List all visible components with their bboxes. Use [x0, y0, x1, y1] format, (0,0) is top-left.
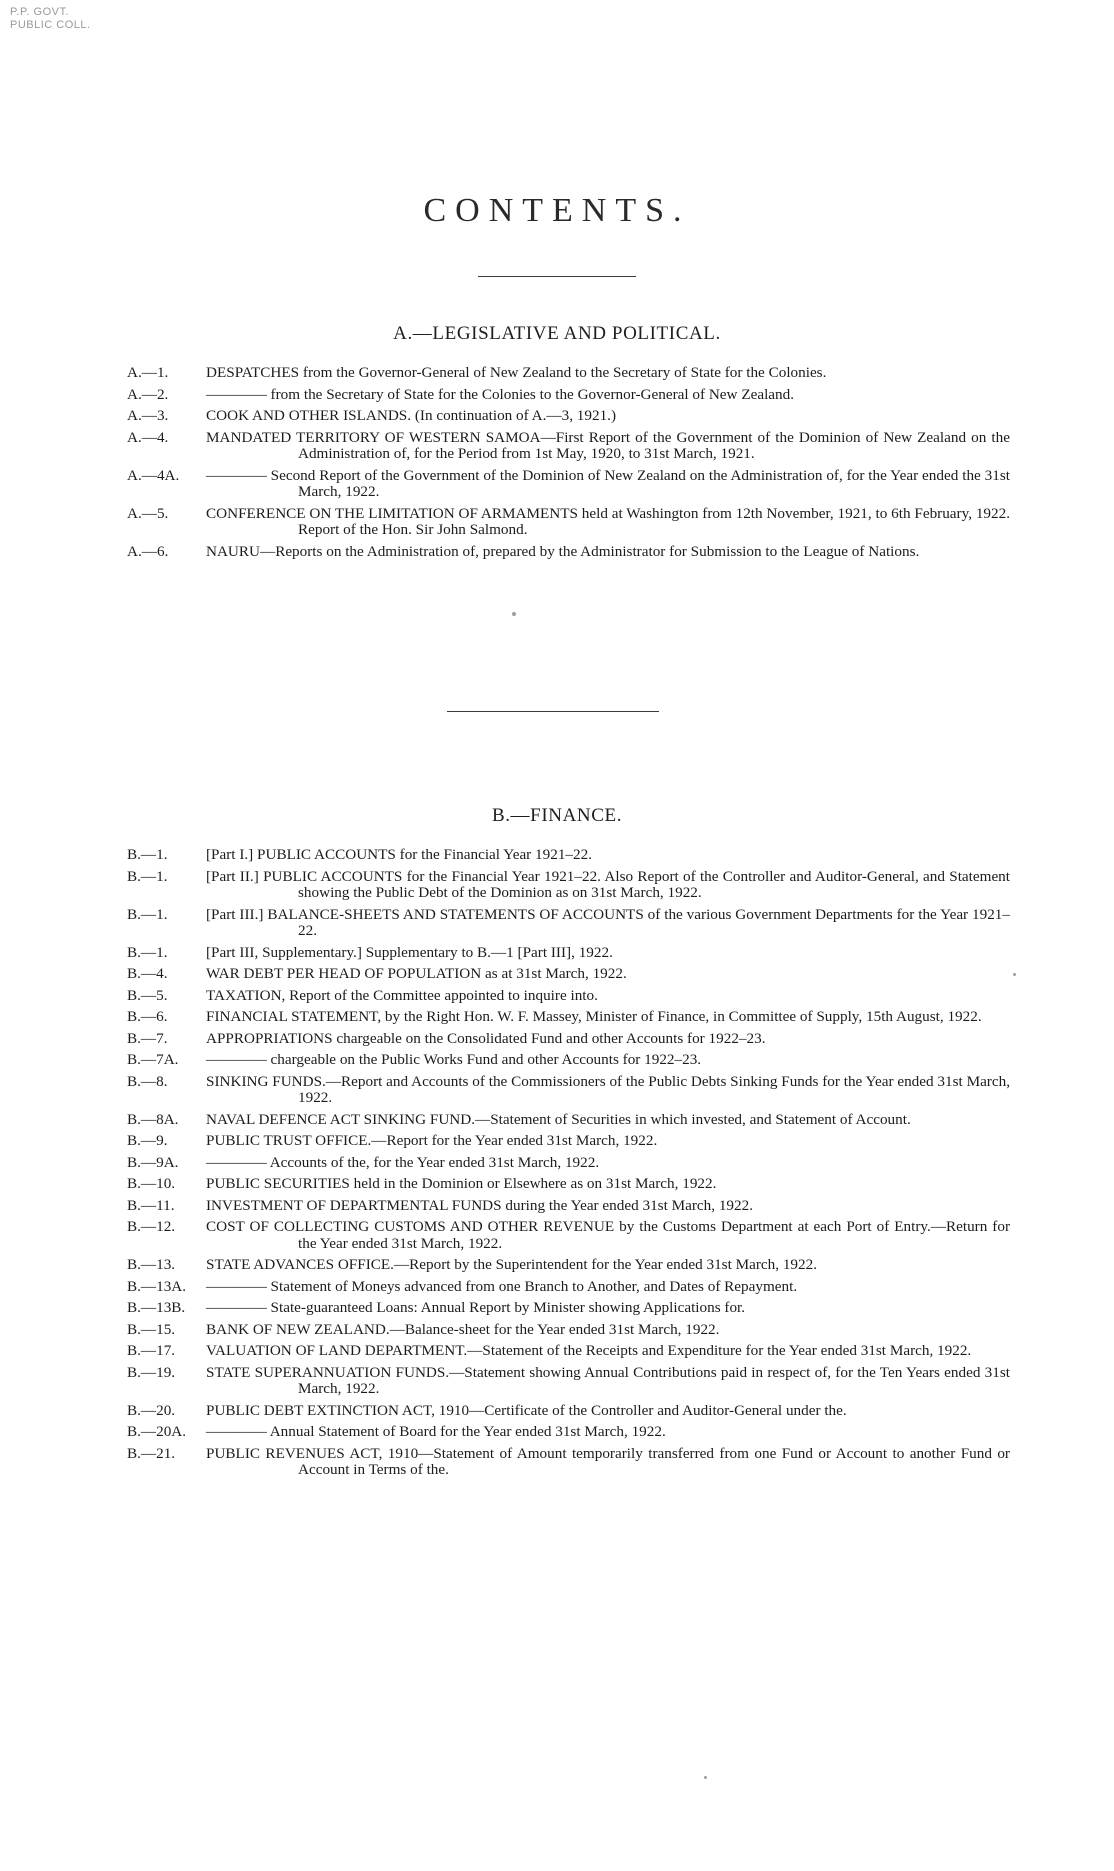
contents-entry [0, 1343, 1114, 1360]
entry-code: B.—9. [127, 1132, 168, 1149]
entry-code: B.—8. [127, 1072, 168, 1090]
entry-code: B.—1. [127, 943, 168, 961]
entry-text: STATE SUPERANNUATION FUNDS.—Statement showing Annual Contributions paid in respect of, for the Ten Years ended 31st March, 1922. [206, 1363, 1010, 1397]
entry-code: B.—7A. [127, 1051, 179, 1068]
entry-text: APPROPRIATIONS chargeable on the Consolidated Fund and other Accounts for 1922–23. [206, 1029, 766, 1047]
contents-entry [0, 1155, 1114, 1172]
entry-code: B.—13. [127, 1256, 176, 1273]
contents-entry [0, 1009, 1114, 1026]
entry-code: A.—1. [127, 364, 169, 381]
contents-entry [0, 408, 1114, 425]
print-speck [512, 612, 516, 616]
contents-entry [0, 1322, 1114, 1339]
entry-text: [Part I.] PUBLIC ACCOUNTS for the Financial Year 1921–22. [206, 846, 592, 863]
entry-code: B.—6. [127, 1008, 168, 1025]
entry-code: B.—1. [127, 846, 168, 863]
contents-entry [0, 1300, 1114, 1317]
contents-entry [0, 544, 1114, 561]
contents-entry [0, 1198, 1114, 1215]
contents-entry [0, 945, 1114, 962]
stamp-line-2: PUBLIC COLL. [10, 19, 91, 31]
contents-entry [0, 506, 1114, 539]
entry-code: A.—6. [127, 542, 169, 560]
contents-entry [0, 907, 1114, 940]
entry-text: [Part II.] PUBLIC ACCOUNTS for the Financial Year 1921–22. Also Report of the Controller and Auditor-General, and Statement showing the Public Debt of the Dominion as on 31st March, 1922. [206, 867, 1010, 901]
section-heading-a: A.—LEGISLATIVE AND POLITICAL. [393, 323, 721, 344]
section-heading-b: B.—FINANCE. [491, 805, 623, 826]
contents-entry [0, 468, 1114, 501]
entry-text: ———— Accounts of the, for the Year ended 31st March, 1922. [206, 1153, 600, 1171]
contents-entry [0, 1257, 1114, 1274]
entry-text: TAXATION, Report of the Committee appointed to inquire into. [206, 986, 598, 1004]
entry-code: B.—15. [127, 1320, 176, 1338]
contents-entry [0, 1365, 1114, 1398]
entry-text: ———— chargeable on the Public Works Fund and other Accounts for 1922–23. [206, 1051, 702, 1068]
entry-text: CONFERENCE ON THE LIMITATION OF ARMAMENTS held at Washington from 12th November, 1921, to 6th February, 1922. Report of the Hon. Sir John Salmond. [206, 504, 1010, 538]
entry-text: NAVAL DEFENCE ACT SINKING FUND.—Statement of Securities in which invested, and Statement of Account. [206, 1110, 911, 1128]
contents-entry [0, 1074, 1114, 1107]
entry-code: B.—7. [127, 1029, 168, 1047]
entry-text: PUBLIC SECURITIES held in the Dominion or Elsewhere as on 31st March, 1922. [206, 1175, 717, 1192]
contents-entry [0, 869, 1114, 902]
contents-entry [0, 365, 1114, 382]
entry-code: A.—4. [127, 428, 169, 446]
stamp-line-1: P.P. GOVT. [10, 6, 70, 18]
entry-text: VALUATION OF LAND DEPARTMENT.—Statement of the Receipts and Expenditure for the Year ended 31st March, 1922. [206, 1342, 972, 1359]
contents-entry [0, 1176, 1114, 1193]
contents-entry [0, 1052, 1114, 1069]
print-speck [1013, 973, 1016, 976]
entry-text: INVESTMENT OF DEPARTMENTAL FUNDS during the Year ended 31st March, 1922. [206, 1196, 753, 1214]
contents-entry [0, 966, 1114, 983]
entry-text: [Part III.] BALANCE-SHEETS AND STATEMENTS OF ACCOUNTS of the various Government Departments for the Year 1921–22. [206, 905, 1010, 939]
entry-code: B.—19. [127, 1363, 176, 1381]
entry-text: PUBLIC REVENUES ACT, 1910—Statement of Amount temporarily transferred from one Fund or Account to another Fund or Account in Terms of the. [206, 1444, 1010, 1478]
page-title: CONTENTS. [423, 192, 691, 229]
entry-text: NAURU—Reports on the Administration of, prepared by the Administrator for Submission to the League of Nations. [206, 542, 920, 560]
contents-entry [0, 1279, 1114, 1296]
entry-text: BANK OF NEW ZEALAND.—Balance-sheet for the Year ended 31st March, 1922. [206, 1320, 720, 1338]
section-a-entries [0, 365, 1114, 560]
entry-text: ———— State-guaranteed Loans: Annual Report by Minister showing Applications for. [206, 1299, 746, 1316]
entry-text: DESPATCHES from the Governor-General of New Zealand to the Secretary of State for the Colonies. [206, 364, 827, 381]
contents-entry [0, 1133, 1114, 1150]
contents-entry [0, 1031, 1114, 1048]
section-b-entries [0, 847, 1114, 1479]
contents-entry [0, 1403, 1114, 1420]
entry-code: B.—12. [127, 1218, 176, 1235]
entry-text: ———— Annual Statement of Board for the Year ended 31st March, 1922. [206, 1423, 666, 1440]
entry-code: B.—8A. [127, 1110, 179, 1128]
title-rule [478, 276, 636, 277]
entry-text: ———— Statement of Moneys advanced from one Branch to Another, and Dates of Repayment. [206, 1277, 798, 1295]
entry-code: A.—5. [127, 504, 169, 522]
entry-code: A.—2. [127, 385, 169, 403]
section-divider-rule [447, 711, 659, 712]
entry-code: B.—13A. [127, 1277, 187, 1295]
entry-text: PUBLIC DEBT EXTINCTION ACT, 1910—Certificate of the Controller and Auditor-General under the. [206, 1401, 847, 1419]
entry-text: ———— from the Secretary of State for the Colonies to the Governor-General of New Zealand. [206, 385, 795, 403]
entry-code: B.—11. [127, 1196, 175, 1214]
contents-entry [0, 1446, 1114, 1479]
contents-entry [0, 988, 1114, 1005]
contents-entry [0, 847, 1114, 864]
entry-code: B.—13B. [127, 1299, 186, 1316]
entry-code: A.—3. [127, 407, 169, 424]
entry-code: B.—20. [127, 1401, 176, 1419]
contents-entry [0, 1112, 1114, 1129]
contents-entry [0, 1219, 1114, 1252]
entry-code: B.—10. [127, 1175, 176, 1192]
entry-text: FINANCIAL STATEMENT, by the Right Hon. W. F. Massey, Minister of Finance, in Committee of Supply, 15th August, 1922. [206, 1008, 982, 1025]
entry-text: WAR DEBT PER HEAD OF POPULATION as at 31st March, 1922. [206, 965, 627, 982]
entry-text: [Part III, Supplementary.] Supplementary to B.—1 [Part III], 1922. [206, 943, 613, 961]
entry-code: B.—17. [127, 1342, 176, 1359]
entry-code: B.—5. [127, 986, 168, 1004]
entry-text: MANDATED TERRITORY OF WESTERN SAMOA—First Report of the Government of the Dominion of New Zealand on the Administration of, for the Period from 1st May, 1920, to 31st March, 1921. [206, 428, 1010, 462]
entry-code: B.—4. [127, 965, 168, 982]
entry-code: A.—4A. [127, 466, 180, 484]
entry-text: STATE ADVANCES OFFICE.—Report by the Superintendent for the Year ended 31st March, 1922. [206, 1256, 818, 1273]
entry-text: SINKING FUNDS.—Report and Accounts of the Commissioners of the Public Debts Sinking Funds for the Year ended 31st March, 1922. [206, 1072, 1010, 1106]
contents-entry [0, 387, 1114, 404]
print-speck [704, 1776, 707, 1779]
archive-stamp [10, 6, 91, 32]
entry-code: B.—9A. [127, 1153, 179, 1171]
entry-text: COOK AND OTHER ISLANDS. (In continuation of A.—3, 1921.) [206, 407, 617, 424]
entry-code: B.—21. [127, 1444, 176, 1462]
entry-code: B.—1. [127, 867, 168, 885]
entry-text: COST OF COLLECTING CUSTOMS AND OTHER REVENUE by the Customs Department at each Port of Entry.—Return for the Year ended 31st March, 1922. [206, 1218, 1010, 1252]
entry-code: B.—20A. [127, 1423, 187, 1440]
entry-text: PUBLIC TRUST OFFICE.—Report for the Year ended 31st March, 1922. [206, 1132, 658, 1149]
entry-code: B.—1. [127, 905, 168, 923]
entry-text: ———— Second Report of the Government of the Dominion of New Zealand on the Administration of, for the Year ended the 31st March, 1922. [206, 466, 1010, 500]
contents-entry [0, 430, 1114, 463]
contents-entry [0, 1424, 1114, 1441]
